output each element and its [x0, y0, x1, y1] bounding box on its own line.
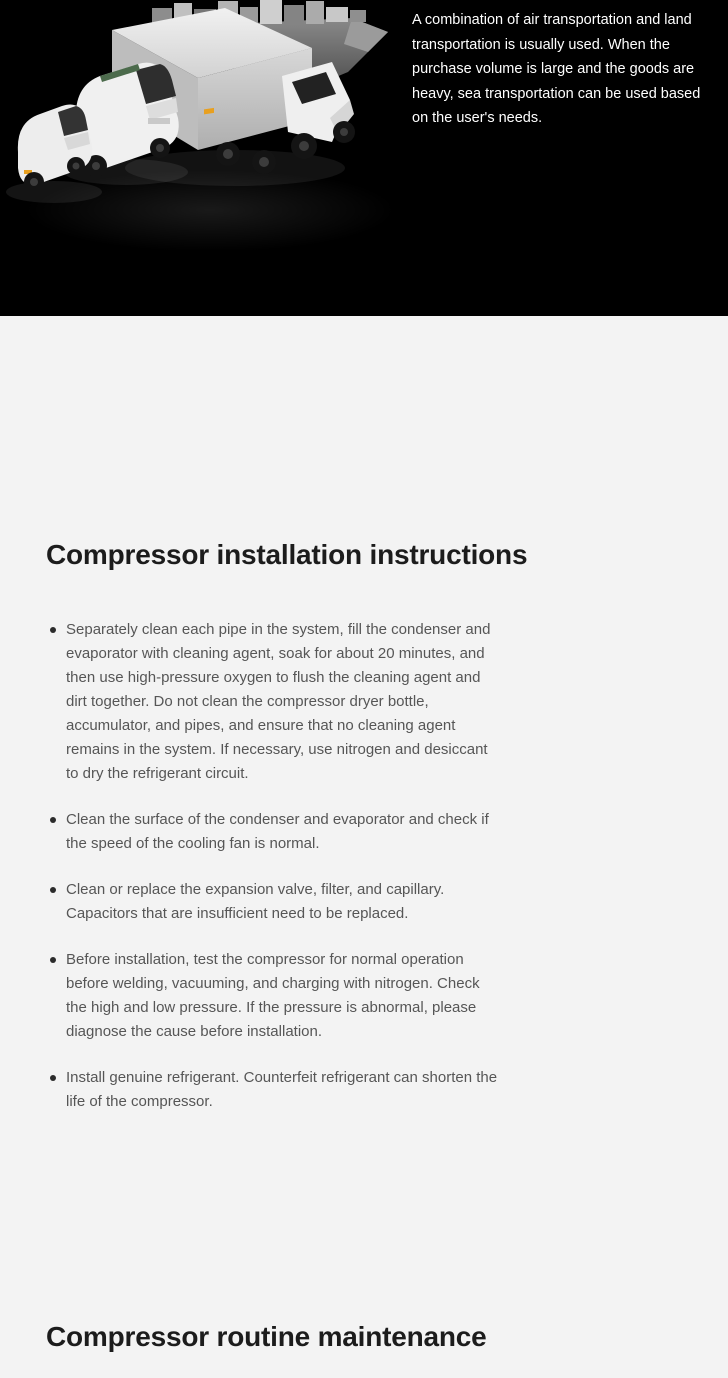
transport-vehicles-image	[0, 0, 400, 250]
bullet-icon	[50, 627, 56, 633]
heading-routine-maintenance: Compressor routine maintenance	[46, 1321, 487, 1352]
list-item	[46, 878, 498, 926]
hero-paragraph: A combination of air transportation and land transportation is usually used. When the purchase volume is large and the goods are heavy, sea transportation can be used based on the user's needs.	[412, 12, 701, 127]
installation-bullet-list	[46, 618, 498, 1114]
bullet-icon	[50, 957, 56, 963]
content-area	[0, 316, 728, 1378]
list-item	[46, 1066, 498, 1114]
list-item-text: Clean the surface of the condenser and evaporator and check if the speed of the cooling fan is normal.	[66, 811, 489, 852]
heading-installation-instructions: Compressor installation instructions	[46, 539, 528, 570]
list-item-text: Before installation, test the compressor for normal operation before welding, vacuuming, and charging with nitrogen. Check the high and low pressure. If the pressure is abnormal, please diagnose the cause before installation.	[66, 951, 480, 1040]
list-item	[46, 808, 498, 856]
list-item-text: Install genuine refrigerant. Counterfeit refrigerant can shorten the life of the compressor.	[66, 1069, 498, 1110]
transport-illustration-svg	[0, 0, 400, 250]
bullet-icon	[50, 1075, 56, 1081]
list-item-text: Clean or replace the expansion valve, filter, and capillary. Capacitors that are insufficient need to be replaced.	[66, 881, 445, 922]
hero-section	[0, 0, 728, 316]
bullet-icon	[50, 887, 56, 893]
bullet-icon	[50, 817, 56, 823]
list-item	[46, 618, 498, 786]
list-item	[46, 948, 498, 1044]
list-item-text: Separately clean each pipe in the system, fill the condenser and evaporator with cleaning agent, soak for about 20 minutes, and then use high-pressure oxygen to flush the cleaning agent and dirt together. Do not clean the compressor dryer bottle, accumulator, and pipes, and ensure that no cleaning agent remains in the system. If necessary, use nitrogen and desiccant to dry the refrigerant circuit.	[66, 621, 491, 782]
